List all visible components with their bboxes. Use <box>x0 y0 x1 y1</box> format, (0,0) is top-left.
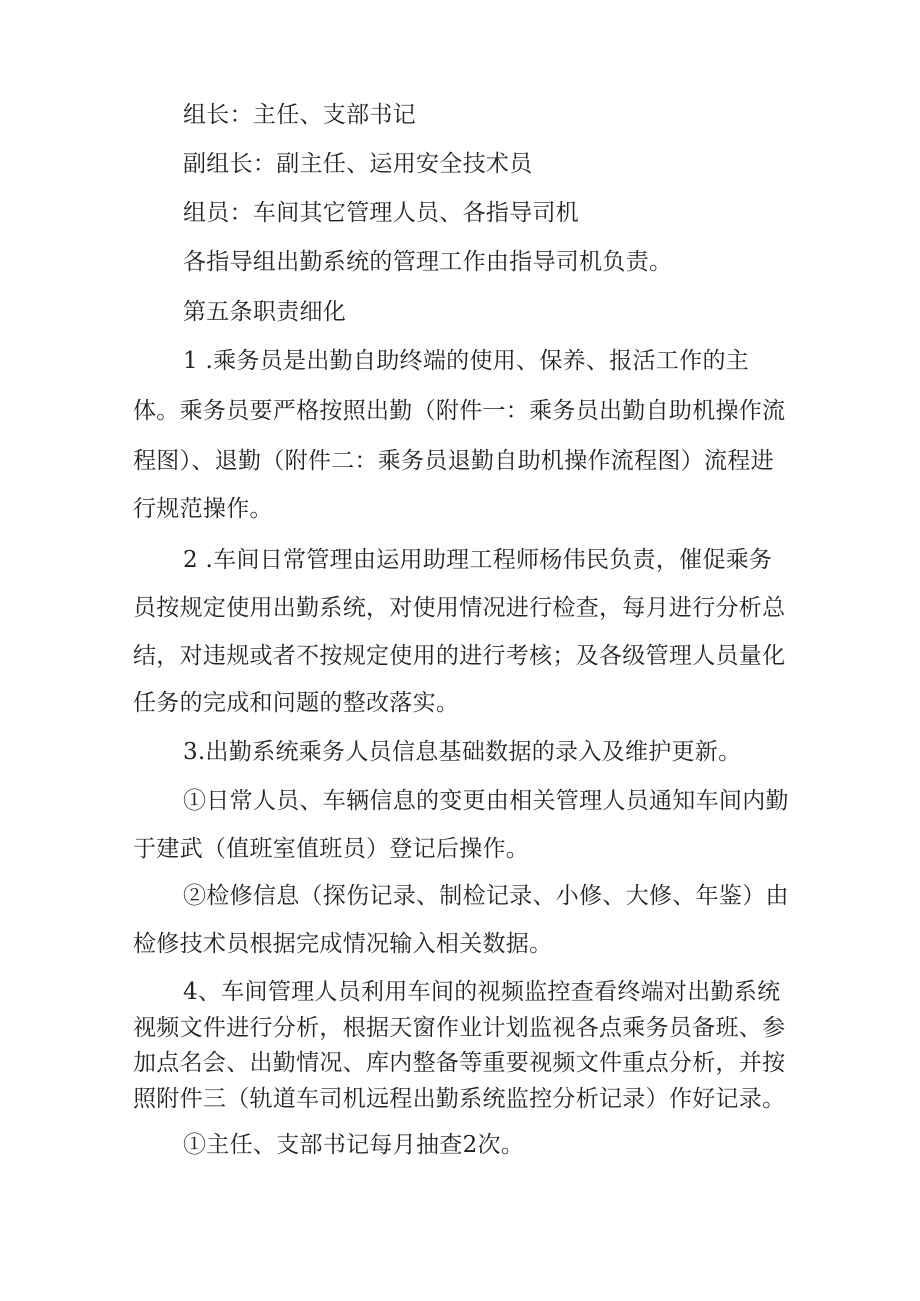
text-line: 1 .乘务员是出勤自助终端的使用、保养、报活工作的主 <box>183 348 750 374</box>
text-line: 照附件三（轨道车司机远程出勤系统监控分析记录）作好记录。 <box>133 1086 786 1112</box>
text-line: 任务的完成和问题的整改落实。 <box>133 690 460 716</box>
text-line: 于建武（值班室值班员）登记后操作。 <box>133 836 530 862</box>
text-line: 组员：车间其它管理人员、各指导司机 <box>183 200 580 226</box>
text-line: 体。乘务员要严格按照出勤（附件一：乘务员出勤自助机操作流 <box>133 398 786 424</box>
text-line: 组长：主任、支部书记 <box>183 102 416 128</box>
text-line: 检修技术员根据完成情况输入相关数据。 <box>133 931 553 957</box>
text-line: 4、车间管理人员利用车间的视频监控查看终端对出勤系统 <box>183 979 781 1005</box>
text-line: 各指导组出勤系统的管理工作由指导司机负责。 <box>183 249 673 275</box>
text-line: 副组长：副主任、运用安全技术员 <box>183 151 533 177</box>
text-line: 2 .车间日常管理由运用助理工程师杨伟民负责，催促乘务 <box>183 547 773 573</box>
section-heading: 第五条职责细化 <box>183 299 347 325</box>
text-line: 3.出勤系统乘务人员信息基础数据的录入及维护更新。 <box>183 739 742 765</box>
text-line: 加点名会、出勤情况、库内整备等重要视频文件重点分析，并按 <box>133 1050 786 1076</box>
text-line: 行规范操作。 <box>133 496 273 522</box>
text-line: 视频文件进行分析，根据天窗作业计划监视各点乘务员备班、参 <box>133 1015 786 1041</box>
text-line: ②检修信息（探伤记录、制检记录、小修、大修、年鉴）由 <box>183 883 789 909</box>
text-line: 员按规定使用出勤系统，对使用情况进行检查，每月进行分析总 <box>133 595 786 621</box>
text-line: 结，对违规或者不按规定使用的进行考核；及各级管理人员量化 <box>133 643 786 669</box>
text-line: 程图）、退勤（附件二：乘务员退勤自助机操作流程图）流程进 <box>133 448 774 474</box>
text-line: ①主任、支部书记每月抽查2次。 <box>183 1132 525 1158</box>
text-line: ①日常人员、车辆信息的变更由相关管理人员通知车间内勤 <box>183 788 789 814</box>
